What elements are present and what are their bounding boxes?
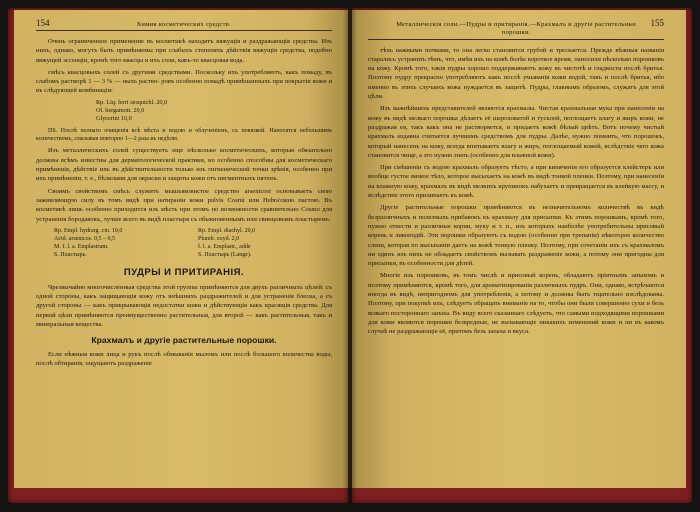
paragraph: Другіе растительные порошки примѣняются въ незначительномъ количествѣ въ видѣ безразличныхъ и полезныхъ прибавокъ къ крахмалу для присыпки. Къ этимъ порошкамъ, кромѣ того, нужно отнести и различные корни, муку и т. п., изъ которыхъ наиболѣе употребительны ирисовый корень и ликоподій. Эти порошки образуютъ съ водою (особенно при трепаніи) нѣкоторое количество слизи, которая по высыханіи даетъ на кожѣ тонкую пленку. Поэтому, при сочетаніи ихъ съ крахмаломъ ни одинъ изъ нихъ не обладаетъ свойствомъ вызывать раздраженіе кожи, а потому они пригодны для присыпки, въ особенности для дѣтей. bbox=[368, 204, 664, 268]
paragraph: Многіе изъ порошковъ, въ томъ числѣ и ирисовый корень, обладаютъ пріятнымъ запахомъ и поэтому примѣняются, кромѣ того, для ароматизированія различныхъ пудръ. Они, однако, встрѣчаются иногда въ видѣ, непригодномъ для употребленія, а потому и должны быть тщательно изслѣдованы. Поэтому, при покупкѣ ихъ, слѣдуетъ обращать вниманіе на то, чтобы они были совершенно сухи и безъ всякаго постороннаго запаха. Въ виду всего сказаннаго слѣдуетъ, что самыми подходящими порошками для кожи являются порошки безвредные, не вызывающіе никакихъ изменений кожи и ни въ какомъ случаѣ не раздражающіе её, притомъ безъ запаха и вкуса. bbox=[368, 272, 664, 336]
paragraph: Чрезвычайно многочисленныя средства этой группы примѣняются для двухъ различныхъ цѣлей: съ одной стороны, какъ защищающія кожу отъ внѣшнихъ раздражителей и для устраненія блеска, а съ другой стороны — какъ прикрывающія недостатки кожи и дѣйствующія какъ красящія средства. Для первой цѣли примѣняются преимущественно растительныя, для второй — какъ растительныя, такъ и минеральныя вещества. bbox=[36, 283, 332, 328]
paragraph: Своимъ свойствомъ смѣсь служитъ мышьяковистое средство arsenicosi основываетъ свою заживляющую силу въ томъ видѣ при натираніи кожи pulvis Cosmi или Hebra'скою пастою. Въ косметикѣ лишь особенно приходится изъ мѣсть при этомъ по возможности сравнительно Cosmo для устраненія бородавокъ, лучше всего въ видѣ пластыря съ обыкновеннымъ или свинцовымъ пластыремъ: bbox=[36, 187, 332, 223]
page-number: 155 bbox=[650, 18, 664, 28]
right-page-header bbox=[368, 18, 664, 40]
paragraph: При смѣшеніи съ водою крахмалъ образуетъ тѣсто, а при кипяченіи его образуется клейстеръ или вообще густое вязкое тѣло, которое высыхаетъ на кожѣ въ видѣ тонкой пленки. Поэтому, при нанесеніи на влажную кожу, крахмалъ въ видѣ мелкихъ крупинокъ набухаетъ и превращается въ клейкую массу, и вслѣдствіе этого прилипаетъ къ кожѣ. bbox=[368, 164, 664, 200]
formula-line: Glycerini 10,0 bbox=[96, 115, 132, 123]
right-page bbox=[352, 10, 686, 488]
recipe-line: S. Пластырь (Lange). bbox=[198, 252, 252, 259]
formula bbox=[96, 99, 332, 124]
running-title: Металлическія соли.—Пудры и притиранія.—Крахмалъ и другіе растительные порошки. bbox=[396, 21, 637, 36]
paragraph: смѣсь квасцовыхъ солей съ другими средствами. Поскольку ихъ употребляютъ, какъ помаду, въ слабомъ растворѣ 1 — 3 % — ныхъ раство- ровъ особенно помадѣ примѣшанныхъ при покрытіи кожи и въ слѣдующей комбинаціи: bbox=[36, 68, 332, 95]
formula-line: Ol. bergamott. 20,0 bbox=[96, 107, 145, 115]
paragraph: Изъ металлическихъ солей существуетъ еще нѣсколько косметическихъ, которыя обязательно должны всѣмъ известны для дерматологической практики, но особенно способны для косметическаго примѣненія, дѣйствіе ихъ въ дѣйствительности только изъ гигиенической точки зрѣнія, особенно при ихъ примѣненіи, т. е., бѣлилами для окраски и защиты кожи отъ пигментныхъ пятенъ. bbox=[36, 147, 332, 183]
running-title: Химия косметических средств. bbox=[136, 21, 232, 28]
subsection-heading: Крахмалъ и другіе растительные порошки. bbox=[91, 335, 277, 346]
left-page-header bbox=[36, 18, 332, 31]
formula-line: Rp. Liq. ferri sesquichl. 20,0 bbox=[96, 98, 168, 106]
recipes bbox=[54, 227, 332, 260]
book-gutter bbox=[343, 10, 357, 488]
page-number: 154 bbox=[36, 18, 50, 28]
paragraph: Изъ важнѣйшихъ представителей являются крахмалы. Чистая крахмальная мука при нанесеніи на кожу въ видѣ мелкаго порошка дѣлаетъ её шероховатой и тусклой, поглощаетъ влагу и жиръ кожи, не раздражая ея, такъ какъ она не растворяется, и придаетъ кожѣ бѣлый цвѣтъ. Вотъ почему чистый крахмалъ издавна считается лучшимъ средствомъ для пудры. Далѣе, нужно помнить, что порошокъ, который нанесенъ на кожу, всегда впитываетъ влагу и жиръ, поглощаемый кожей, вслѣдствіе чего кожа становится чище, а это нужно знать (особенно для влажной кожи). bbox=[368, 105, 664, 159]
section-heading: ПУДРЫ И ПРИТИРАНІЯ. bbox=[123, 266, 245, 278]
left-page bbox=[14, 10, 348, 488]
recipe-line: M. f. l. a. Emplastrum. bbox=[54, 244, 109, 251]
paragraph: Очень ограниченное применение въ косметикѣ находятъ вяжущія и раздражающія средства. Изъ нихъ, однако, могутъ быть примѣняемы при слабыхъ степеняхъ дѣйствія вяжущія средства, подобно вяжущей эссенціи, кромѣ того квасцы и ихъ соли, какъ-то квасцовая вода. bbox=[36, 38, 332, 64]
recipe-line: Plumb. oxyd. 2,0 bbox=[198, 236, 240, 243]
recipe-line: Rp. Empl. hydrarg. cin. 10,0 bbox=[54, 227, 123, 234]
recipe-line: Acid. arsenicos. 0,5 – 0,5 bbox=[54, 236, 115, 243]
paragraph: тѣхъ важными почвами, то она легко становится грубой и трескается. Прежде вѣжныя названія старались устранить тѣмъ, что, имѣя ихъ на кожѣ болѣе короткое время, наносили нѣсколько порошковъ на кожу. Кромѣ того, такія пудры хорошо поддерживаютъ кожу въ чистотѣ и гладкости послѣ бритья. Поэтому пудру прекрасно употребляютъ какъ послѣ умыванія кожи водой, такъ и послѣ бритья, ибо именно въ этихъ случаяхъ кожа нуждается въ защитѣ. Пудры, главнымъ образомъ, служатъ для этой цѣли. bbox=[368, 46, 664, 101]
recipe-line: S. Пластырь. bbox=[54, 252, 87, 259]
recipe-line: f. l. a. Emplastr., addе bbox=[198, 244, 251, 251]
paragraph: Если нѣжныя кожи лица и рукъ послѣ обмыванія мыломъ или послѣ большого количества воды, послѣ обтиранія, ощущаютъ раздраженіе bbox=[36, 350, 332, 367]
recipe-line: Rp. Empl. diachyl. 20,0 bbox=[198, 227, 256, 234]
small-note: DS. Послѣ полнаго очищенія всѣ мѣста и водою и облученіемъ, съ повязкой. Наносятся небольшимъ количествомъ, смазывая повторно 1—2 раза въ недѣлю. bbox=[36, 127, 332, 143]
